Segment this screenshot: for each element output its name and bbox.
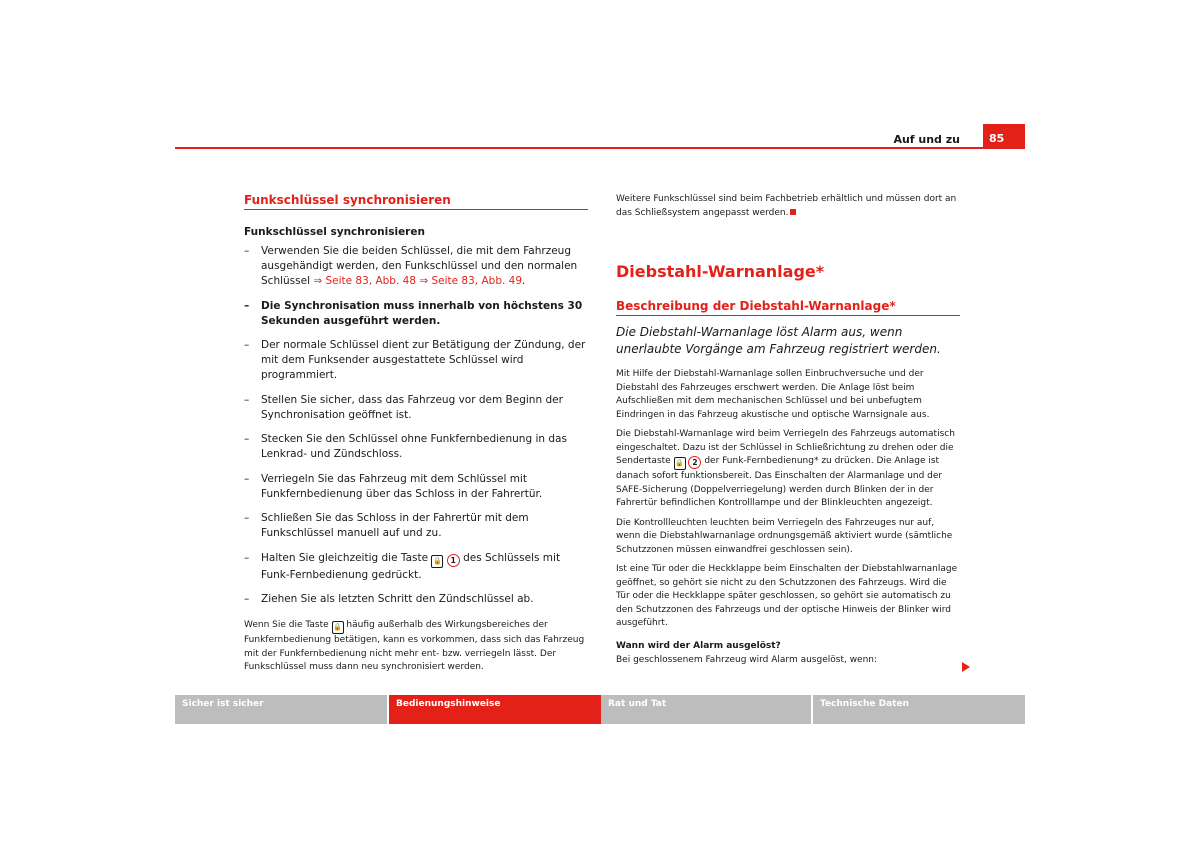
left-column bbox=[244, 193, 588, 684]
tab-bedienungshinweise[interactable]: Bedienungshinweise bbox=[389, 695, 601, 724]
list-item: – Ziehen Sie als letzten Schritt den Zündschlüssel ab. bbox=[244, 592, 588, 607]
paragraph: Die Diebstahl-Warnanlage wird beim Verriegeln des Fahrzeugs automatisch eingeschaltet. Dazu ist der Schlüssel in Schließrichtung zu drehen oder die Sendertaste 🔒 2 der Funk-Fernbedienung* zu drücken. Die Anlage ist danach sofort funktionsbereit. Das Einschalten der Alarmanlage und der SAFE-Sicherung (Doppelverriegelung) werden durch Blinken der in der Fahrertür befindlichen Kontrolllampe und der Blinkleuchten angezeigt. bbox=[616, 429, 955, 508]
list-item: – Die Synchronisation muss innerhalb von höchstens 30 Sekunden ausgeführt werden. bbox=[244, 299, 588, 329]
list-item: – Stecken Sie den Schlüssel ohne Funkfernbedienung in das Lenkrad- und Zündschloss. bbox=[244, 432, 588, 462]
section-heading: Beschreibung der Diebstahl-Warnanlage* bbox=[616, 299, 960, 316]
note-paragraph: Wenn Sie die Taste 🔒 häufig außerhalb des Wirkungsbereiches der Funkfernbedienung betätigen, kann es vorkommen, dass sich das Fahrzeug mit der Funkfernbedienung nicht mehr ent- bzw. verriegeln lässt. Der Funkschlüssel muss dann neu synchronisiert werden. bbox=[244, 620, 585, 672]
list-item: – Verriegeln Sie das Fahrzeug mit dem Schlüssel mit Funkfernbedienung über das Schloss in der Fahrertür. bbox=[244, 472, 588, 502]
remote-key-button-icon: 🔒 bbox=[332, 621, 344, 634]
callout-number: 2 bbox=[688, 456, 701, 469]
paragraph: Die Kontrollleuchten leuchten beim Verriegeln des Fahrzeuges nur auf, wenn die Diebstahlwarnanlage ordnungsgemäß aktiviert wurde (sämtliche Schutzzonen müssen einwandfrei geschlossen sein). bbox=[616, 517, 953, 555]
list-item: – Verwenden Sie die beiden Schlüssel, die mit dem Fahrzeug ausgehändigt werden, den Funkschlüssel und den normalen Schlüssel ⇒ Seite 83, Abb. 48 ⇒ Seite 83, Abb. 49. bbox=[244, 244, 588, 289]
paragraph: Weitere Funkschlüssel sind beim Fachbetrieb erhältlich und müssen dort an das Schließsystem angepasst werden. bbox=[616, 194, 957, 218]
callout-number: 1 bbox=[447, 554, 460, 567]
running-header-title: Auf und zu bbox=[893, 133, 960, 146]
subheading: Funkschlüssel synchronisieren bbox=[244, 226, 425, 238]
steps-list bbox=[244, 244, 588, 607]
page-reference-link[interactable]: ⇒ Seite 83, Abb. 48 ⇒ Seite 83, Abb. 49 bbox=[313, 275, 523, 287]
header-rule bbox=[175, 147, 1025, 149]
page-number: 85 bbox=[983, 124, 1025, 148]
list-item: – Der normale Schlüssel dient zur Betätigung der Zündung, der mit dem Funksender ausgestattete Schlüssel wird programmiert. bbox=[244, 338, 588, 383]
tab-technische-daten[interactable]: Technische Daten bbox=[813, 695, 1025, 724]
tab-rat-und-tat[interactable]: Rat und Tat bbox=[601, 695, 811, 724]
list-item: – Halten Sie gleichzeitig die Taste 🔒 1 des Schlüssels mit Funk-Fernbedienung gedrückt. bbox=[244, 551, 588, 583]
question-heading: Wann wird der Alarm ausgelöst? bbox=[616, 640, 781, 651]
continue-arrow-icon bbox=[962, 662, 970, 672]
tab-sicher-ist-sicher[interactable]: Sicher ist sicher bbox=[175, 695, 387, 724]
remote-key-button-icon: 🔒 bbox=[674, 457, 686, 470]
section-heading: Funkschlüssel synchronisieren bbox=[244, 193, 588, 210]
list-item: – Stellen Sie sicher, dass das Fahrzeug vor dem Beginn der Synchronisation geöffnet ist. bbox=[244, 393, 588, 423]
paragraph: Ist eine Tür oder die Heckklappe beim Einschalten der Diebstahlwarnanlage geöffnet, so gehört sie nicht zu den Schutzzonen des Fahrzeugs. Wird die Tür oder die Heckklappe später geschlossen, so gehört sie automatisch zu den Schutzzonen des Fahrzeugs und der optische Hinweis der Blinker wird ausgeführt. bbox=[616, 564, 958, 628]
paragraph: Bei geschlossenem Fahrzeug wird Alarm ausgelöst, wenn: bbox=[616, 654, 878, 665]
end-of-section-square-icon bbox=[790, 209, 796, 215]
remote-key-button-icon: 🔒 bbox=[431, 555, 443, 568]
intro-paragraph: Die Diebstahl-Warnanlage löst Alarm aus, wenn unerlaubte Vorgänge am Fahrzeug registriert werden. bbox=[616, 325, 941, 356]
paragraph: Mit Hilfe der Diebstahl-Warnanlage sollen Einbruchversuche und der Diebstahl des Fahrzeuges erschwert werden. Die Anlage löst beim Aufschließen mit dem mechanischen Schlüssel und bei unbefugtem Eindringen in das Fahrzeug akustische und optische Warnsignale aus. bbox=[616, 369, 930, 420]
chapter-heading: Diebstahl-Warnanlage* bbox=[616, 262, 825, 281]
list-item: – Schließen Sie das Schloss in der Fahrertür mit dem Funkschlüssel manuell auf und zu. bbox=[244, 511, 588, 541]
right-column bbox=[616, 193, 960, 673]
